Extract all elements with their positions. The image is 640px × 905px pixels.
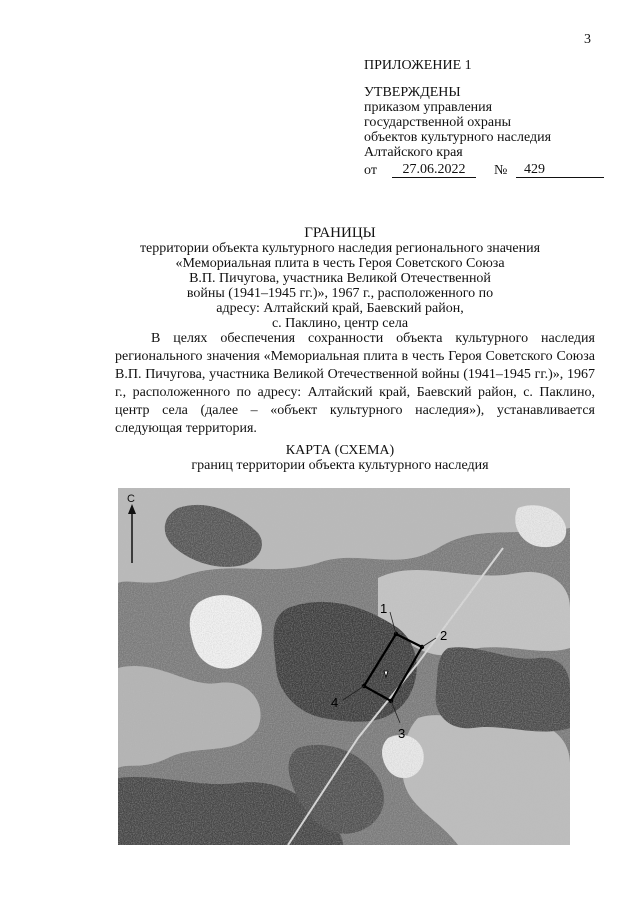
appendix-label: ПРИЛОЖЕНИЕ 1 [364,58,472,73]
heading-line: В.П. Пичугова, участника Великой Отечественной [189,271,491,286]
point-label-3: 3 [398,726,406,741]
point-label-1: 1 [380,601,388,616]
page-number: 3 [584,32,591,47]
heading-line: войны (1941–1945 гг.)», 1967 г., расположенного по [186,286,494,301]
order-number: 429 [516,162,604,178]
order-line: государственной охраны [364,115,512,130]
order-date: 27.06.2022 [392,162,476,178]
approved-label: УТВЕРЖДЕНЫ [364,85,461,100]
heading-line: территории объекта культурного наследия регионального значения [139,241,541,256]
body-paragraph: В целях обеспечения сохранности объекта культурного наследия регионального значения «Мемориальная плита в честь Героя Советского Союза В.П. Пичугова, участника Великой Отечественной войны (1941–1945 гг.)», 1967 г., расположенного по адресу: Алтайский край, Баевский район, с. Паклино, центр села (далее – «объект культурного наследия»), устанавливается следующая территория. [115,331,595,436]
date-prefix: от [364,163,377,178]
order-date-row [364,162,604,178]
map-texture [118,488,570,845]
document-heading [100,226,580,331]
heading-title: ГРАНИЦЫ [304,225,376,241]
north-label: С [127,493,135,505]
map-heading [100,443,580,473]
order-line: приказом управления [364,100,493,115]
approval-block [364,58,604,178]
heading-line: адресу: Алтайский край, Баевский район, [216,301,464,316]
heading-line: «Мемориальная плита в честь Героя Советского Союза [175,256,505,271]
point-label-2: 2 [440,628,448,643]
map-title: КАРТА (СХЕМА) [285,443,395,458]
order-line: объектов культурного наследия [364,130,552,145]
point-label-4: 4 [331,695,339,710]
satellite-map-image [118,488,570,845]
map-subtitle: границ территории объекта культурного наследия [191,458,489,473]
order-line: Алтайского края [364,145,463,160]
boundary-map [118,488,570,845]
number-prefix: № [494,163,508,178]
heading-line: с. Паклино, центр села [271,316,409,331]
